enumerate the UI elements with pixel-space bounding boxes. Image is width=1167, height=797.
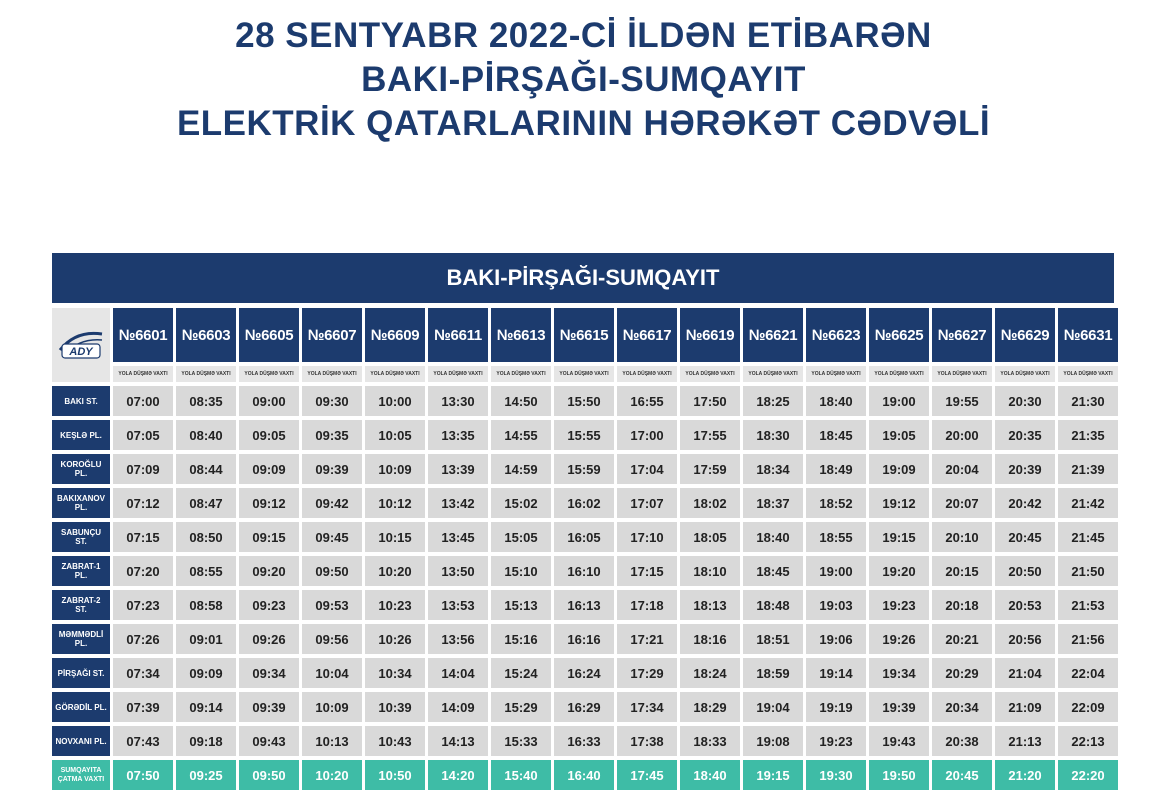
time-cell: 08:35 — [176, 386, 236, 416]
time-cell: 10:15 — [365, 522, 425, 552]
time-cell: 09:39 — [302, 454, 362, 484]
arrival-time-cell: 07:50 — [113, 760, 173, 790]
time-cell: 20:18 — [932, 590, 992, 620]
departure-label: YOLA DÜŞMƏ VAXTI — [239, 366, 299, 382]
time-cell: 10:12 — [365, 488, 425, 518]
time-cell: 07:00 — [113, 386, 173, 416]
departure-label: YOLA DÜŞMƏ VAXTI — [617, 366, 677, 382]
time-cell: 08:44 — [176, 454, 236, 484]
departure-label: YOLA DÜŞMƏ VAXTI — [680, 366, 740, 382]
time-cell: 20:35 — [995, 420, 1055, 450]
time-cell: 15:10 — [491, 556, 551, 586]
time-cell: 09:01 — [176, 624, 236, 654]
train-number-6: №6611 — [428, 308, 488, 362]
time-cell: 07:12 — [113, 488, 173, 518]
time-cell: 13:45 — [428, 522, 488, 552]
time-cell: 19:00 — [869, 386, 929, 416]
time-cell: 09:14 — [176, 692, 236, 722]
time-cell: 21:56 — [1058, 624, 1118, 654]
time-cell: 16:05 — [554, 522, 614, 552]
time-cell: 20:38 — [932, 726, 992, 756]
arrival-time-cell: 18:40 — [680, 760, 740, 790]
train-number-14: №6627 — [932, 308, 992, 362]
station-name: BAKIXANOV PL. — [52, 488, 110, 518]
arrival-time-cell: 17:45 — [617, 760, 677, 790]
time-cell: 14:55 — [491, 420, 551, 450]
time-cell: 14:59 — [491, 454, 551, 484]
time-cell: 16:24 — [554, 658, 614, 688]
station-name: BAKI ST. — [52, 386, 110, 416]
time-cell: 20:04 — [932, 454, 992, 484]
time-cell: 07:26 — [113, 624, 173, 654]
station-name: NOVXANI PL. — [52, 726, 110, 756]
time-cell: 21:53 — [1058, 590, 1118, 620]
timetable-grid — [52, 308, 1115, 790]
time-cell: 19:08 — [743, 726, 803, 756]
departure-label: YOLA DÜŞMƏ VAXTI — [1058, 366, 1118, 382]
time-cell: 09:09 — [176, 658, 236, 688]
time-cell: 17:00 — [617, 420, 677, 450]
time-cell: 18:13 — [680, 590, 740, 620]
time-cell: 20:34 — [932, 692, 992, 722]
time-cell: 17:38 — [617, 726, 677, 756]
train-number-12: №6623 — [806, 308, 866, 362]
train-number-15: №6629 — [995, 308, 1055, 362]
route-banner: BAKI-PİRŞAĞI-SUMQAYIT — [52, 253, 1114, 303]
time-cell: 14:50 — [491, 386, 551, 416]
time-cell: 18:02 — [680, 488, 740, 518]
time-cell: 08:50 — [176, 522, 236, 552]
time-cell: 10:26 — [365, 624, 425, 654]
time-cell: 17:07 — [617, 488, 677, 518]
time-cell: 10:04 — [302, 658, 362, 688]
time-cell: 17:15 — [617, 556, 677, 586]
time-cell: 10:09 — [302, 692, 362, 722]
time-cell: 20:21 — [932, 624, 992, 654]
time-cell: 07:09 — [113, 454, 173, 484]
time-cell: 16:33 — [554, 726, 614, 756]
time-cell: 21:04 — [995, 658, 1055, 688]
time-cell: 18:16 — [680, 624, 740, 654]
time-cell: 10:39 — [365, 692, 425, 722]
time-cell: 15:16 — [491, 624, 551, 654]
time-cell: 18:05 — [680, 522, 740, 552]
time-cell: 17:55 — [680, 420, 740, 450]
arrival-time-cell: 09:25 — [176, 760, 236, 790]
time-cell: 09:34 — [239, 658, 299, 688]
time-cell: 19:05 — [869, 420, 929, 450]
time-cell: 09:15 — [239, 522, 299, 552]
time-cell: 18:34 — [743, 454, 803, 484]
arrival-time-cell: 14:20 — [428, 760, 488, 790]
time-cell: 09:39 — [239, 692, 299, 722]
timetable — [52, 308, 1115, 790]
time-cell: 17:59 — [680, 454, 740, 484]
time-cell: 19:03 — [806, 590, 866, 620]
time-cell: 09:45 — [302, 522, 362, 552]
time-cell: 07:43 — [113, 726, 173, 756]
time-cell: 18:40 — [743, 522, 803, 552]
train-number-11: №6621 — [743, 308, 803, 362]
time-cell: 20:10 — [932, 522, 992, 552]
time-cell: 09:43 — [239, 726, 299, 756]
time-cell: 10:43 — [365, 726, 425, 756]
time-cell: 21:45 — [1058, 522, 1118, 552]
time-cell: 19:06 — [806, 624, 866, 654]
train-number-16: №6631 — [1058, 308, 1118, 362]
time-cell: 15:02 — [491, 488, 551, 518]
train-number-1: №6601 — [113, 308, 173, 362]
time-cell: 20:53 — [995, 590, 1055, 620]
time-cell: 17:10 — [617, 522, 677, 552]
time-cell: 13:56 — [428, 624, 488, 654]
time-cell: 19:26 — [869, 624, 929, 654]
train-number-13: №6625 — [869, 308, 929, 362]
time-cell: 15:29 — [491, 692, 551, 722]
page-headline — [0, 14, 1167, 146]
time-cell: 15:13 — [491, 590, 551, 620]
time-cell: 18:52 — [806, 488, 866, 518]
arrival-time-cell: 19:30 — [806, 760, 866, 790]
time-cell: 19:34 — [869, 658, 929, 688]
time-cell: 10:13 — [302, 726, 362, 756]
time-cell: 08:55 — [176, 556, 236, 586]
time-cell: 13:42 — [428, 488, 488, 518]
arrival-time-cell: 20:45 — [932, 760, 992, 790]
arrival-time-cell: 15:40 — [491, 760, 551, 790]
time-cell: 20:50 — [995, 556, 1055, 586]
train-number-8: №6615 — [554, 308, 614, 362]
time-cell: 09:53 — [302, 590, 362, 620]
headline-route: BAKI-PİRŞAĞI-SUMQAYIT — [361, 60, 806, 99]
departure-label: YOLA DÜŞMƏ VAXTI — [743, 366, 803, 382]
ady-logo-text: ADY — [69, 346, 93, 358]
time-cell: 22:13 — [1058, 726, 1118, 756]
time-cell: 22:04 — [1058, 658, 1118, 688]
time-cell: 13:53 — [428, 590, 488, 620]
arrival-time-cell: 10:20 — [302, 760, 362, 790]
time-cell: 21:42 — [1058, 488, 1118, 518]
time-cell: 09:26 — [239, 624, 299, 654]
time-cell: 13:50 — [428, 556, 488, 586]
time-cell: 19:12 — [869, 488, 929, 518]
arrival-label: SUMQAYITA ÇATMA VAXTI — [52, 760, 110, 790]
arrival-time-cell: 19:50 — [869, 760, 929, 790]
time-cell: 09:12 — [239, 488, 299, 518]
station-name: ZABRAT-2 ST. — [52, 590, 110, 620]
time-cell: 18:48 — [743, 590, 803, 620]
time-cell: 08:47 — [176, 488, 236, 518]
train-number-3: №6605 — [239, 308, 299, 362]
time-cell: 18:37 — [743, 488, 803, 518]
time-cell: 07:20 — [113, 556, 173, 586]
ady-logo-icon — [52, 308, 110, 382]
station-name: GÖRƏDİL PL. — [52, 692, 110, 722]
time-cell: 20:45 — [995, 522, 1055, 552]
time-cell: 19:04 — [743, 692, 803, 722]
time-cell: 15:33 — [491, 726, 551, 756]
time-cell: 10:09 — [365, 454, 425, 484]
train-number-7: №6613 — [491, 308, 551, 362]
time-cell: 21:35 — [1058, 420, 1118, 450]
time-cell: 18:25 — [743, 386, 803, 416]
time-cell: 20:42 — [995, 488, 1055, 518]
time-cell: 19:19 — [806, 692, 866, 722]
time-cell: 18:10 — [680, 556, 740, 586]
time-cell: 21:50 — [1058, 556, 1118, 586]
time-cell: 19:09 — [869, 454, 929, 484]
time-cell: 07:23 — [113, 590, 173, 620]
time-cell: 07:34 — [113, 658, 173, 688]
station-name: PİRŞAĞI ST. — [52, 658, 110, 688]
time-cell: 15:50 — [554, 386, 614, 416]
arrival-time-cell: 16:40 — [554, 760, 614, 790]
train-number-5: №6609 — [365, 308, 425, 362]
time-cell: 19:14 — [806, 658, 866, 688]
headline-subject: ELEKTRİK QATARLARININ HƏRƏKƏT CƏDVƏLİ — [176, 104, 991, 143]
time-cell: 19:00 — [806, 556, 866, 586]
departure-label: YOLA DÜŞMƏ VAXTI — [491, 366, 551, 382]
departure-label: YOLA DÜŞMƏ VAXTI — [302, 366, 362, 382]
time-cell: 07:39 — [113, 692, 173, 722]
time-cell: 16:10 — [554, 556, 614, 586]
station-name: SABUNÇU ST. — [52, 522, 110, 552]
arrival-time-cell: 10:50 — [365, 760, 425, 790]
time-cell: 21:39 — [1058, 454, 1118, 484]
departure-label: YOLA DÜŞMƏ VAXTI — [365, 366, 425, 382]
time-cell: 19:20 — [869, 556, 929, 586]
arrival-time-cell: 22:20 — [1058, 760, 1118, 790]
time-cell: 07:05 — [113, 420, 173, 450]
station-name: KOROĞLU PL. — [52, 454, 110, 484]
time-cell: 18:40 — [806, 386, 866, 416]
time-cell: 18:33 — [680, 726, 740, 756]
train-number-2: №6603 — [176, 308, 236, 362]
time-cell: 16:29 — [554, 692, 614, 722]
time-cell: 20:30 — [995, 386, 1055, 416]
time-cell: 09:00 — [239, 386, 299, 416]
time-cell: 16:16 — [554, 624, 614, 654]
time-cell: 16:13 — [554, 590, 614, 620]
time-cell: 10:00 — [365, 386, 425, 416]
time-cell: 13:30 — [428, 386, 488, 416]
time-cell: 15:24 — [491, 658, 551, 688]
train-number-4: №6607 — [302, 308, 362, 362]
time-cell: 15:59 — [554, 454, 614, 484]
time-cell: 20:39 — [995, 454, 1055, 484]
departure-label: YOLA DÜŞMƏ VAXTI — [932, 366, 992, 382]
time-cell: 14:04 — [428, 658, 488, 688]
time-cell: 20:07 — [932, 488, 992, 518]
time-cell: 09:23 — [239, 590, 299, 620]
time-cell: 13:35 — [428, 420, 488, 450]
time-cell: 21:13 — [995, 726, 1055, 756]
time-cell: 18:30 — [743, 420, 803, 450]
departure-label: YOLA DÜŞMƏ VAXTI — [869, 366, 929, 382]
time-cell: 10:20 — [365, 556, 425, 586]
time-cell: 15:55 — [554, 420, 614, 450]
time-cell: 19:43 — [869, 726, 929, 756]
time-cell: 19:23 — [806, 726, 866, 756]
time-cell: 09:18 — [176, 726, 236, 756]
arrival-time-cell: 19:15 — [743, 760, 803, 790]
station-name: KEŞLƏ PL. — [52, 420, 110, 450]
time-cell: 18:45 — [743, 556, 803, 586]
station-name: MƏMMƏDLİ PL. — [52, 624, 110, 654]
time-cell: 17:50 — [680, 386, 740, 416]
time-cell: 16:55 — [617, 386, 677, 416]
time-cell: 10:05 — [365, 420, 425, 450]
time-cell: 09:56 — [302, 624, 362, 654]
time-cell: 09:42 — [302, 488, 362, 518]
departure-label: YOLA DÜŞMƏ VAXTI — [176, 366, 236, 382]
time-cell: 10:23 — [365, 590, 425, 620]
arrival-time-cell: 09:50 — [239, 760, 299, 790]
time-cell: 19:55 — [932, 386, 992, 416]
time-cell: 18:29 — [680, 692, 740, 722]
time-cell: 16:02 — [554, 488, 614, 518]
time-cell: 14:13 — [428, 726, 488, 756]
time-cell: 18:45 — [806, 420, 866, 450]
time-cell: 20:29 — [932, 658, 992, 688]
time-cell: 09:35 — [302, 420, 362, 450]
time-cell: 17:18 — [617, 590, 677, 620]
time-cell: 08:58 — [176, 590, 236, 620]
time-cell: 10:34 — [365, 658, 425, 688]
time-cell: 17:04 — [617, 454, 677, 484]
departure-label: YOLA DÜŞMƏ VAXTI — [554, 366, 614, 382]
time-cell: 18:49 — [806, 454, 866, 484]
time-cell: 21:30 — [1058, 386, 1118, 416]
time-cell: 17:29 — [617, 658, 677, 688]
time-cell: 09:20 — [239, 556, 299, 586]
departure-label: YOLA DÜŞMƏ VAXTI — [113, 366, 173, 382]
time-cell: 09:05 — [239, 420, 299, 450]
train-number-10: №6619 — [680, 308, 740, 362]
time-cell: 14:09 — [428, 692, 488, 722]
time-cell: 08:40 — [176, 420, 236, 450]
time-cell: 18:24 — [680, 658, 740, 688]
time-cell: 09:09 — [239, 454, 299, 484]
time-cell: 20:15 — [932, 556, 992, 586]
arrival-time-cell: 21:20 — [995, 760, 1055, 790]
time-cell: 09:30 — [302, 386, 362, 416]
train-number-9: №6617 — [617, 308, 677, 362]
station-name: ZABRAT-1 PL. — [52, 556, 110, 586]
time-cell: 18:51 — [743, 624, 803, 654]
time-cell: 09:50 — [302, 556, 362, 586]
time-cell: 21:09 — [995, 692, 1055, 722]
time-cell: 19:39 — [869, 692, 929, 722]
headline-date: 28 SENTYABR 2022-Cİ İLDƏN ETİBARƏN — [235, 16, 932, 55]
time-cell: 17:21 — [617, 624, 677, 654]
time-cell: 22:09 — [1058, 692, 1118, 722]
time-cell: 17:34 — [617, 692, 677, 722]
time-cell: 19:23 — [869, 590, 929, 620]
time-cell: 18:59 — [743, 658, 803, 688]
time-cell: 15:05 — [491, 522, 551, 552]
time-cell: 13:39 — [428, 454, 488, 484]
departure-label: YOLA DÜŞMƏ VAXTI — [995, 366, 1055, 382]
time-cell: 18:55 — [806, 522, 866, 552]
departure-label: YOLA DÜŞMƏ VAXTI — [428, 366, 488, 382]
time-cell: 20:00 — [932, 420, 992, 450]
time-cell: 19:15 — [869, 522, 929, 552]
time-cell: 07:15 — [113, 522, 173, 552]
departure-label: YOLA DÜŞMƏ VAXTI — [806, 366, 866, 382]
time-cell: 20:56 — [995, 624, 1055, 654]
